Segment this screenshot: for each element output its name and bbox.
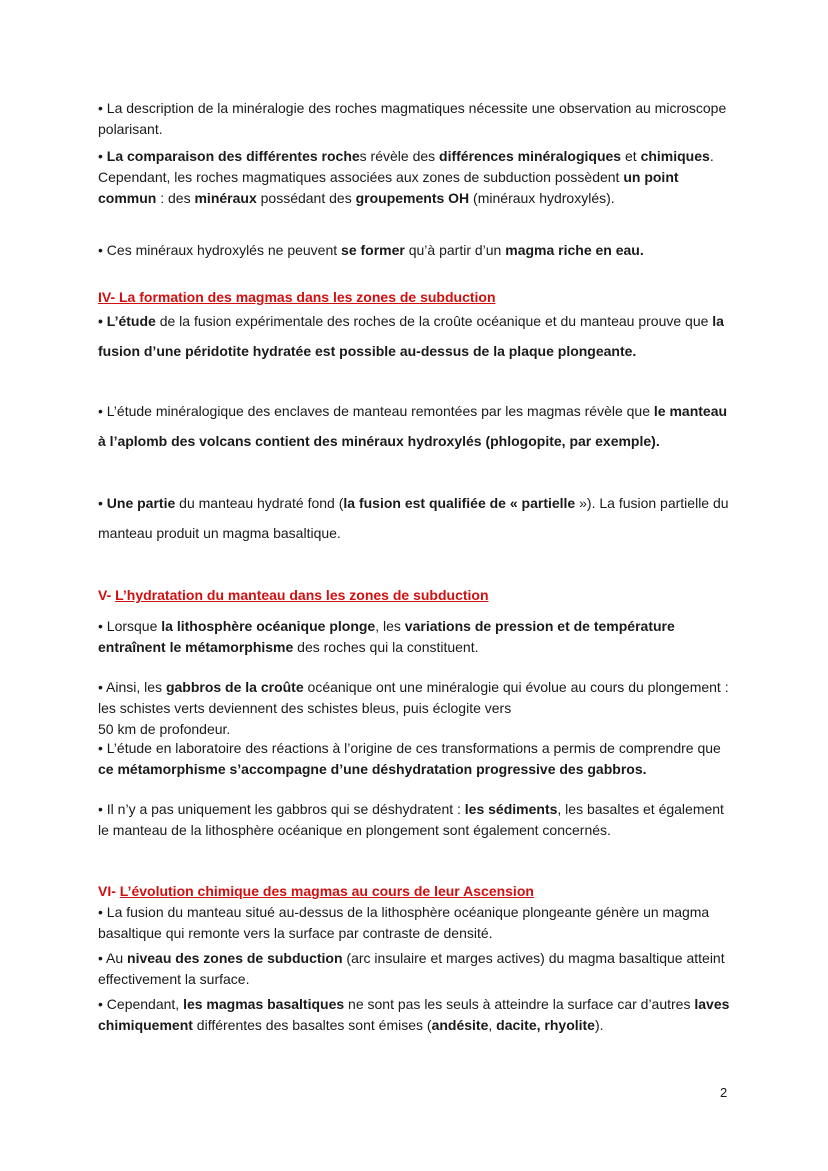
text-run: . Cependant, les roches magmatiques associées aux zones de subduction possèdent	[98, 148, 714, 185]
text-run: 50 km de profondeur.	[98, 721, 231, 737]
text-run: • Ainsi, les	[98, 679, 166, 695]
text-run: ,	[488, 1017, 497, 1033]
bold-text-run: Une partie	[106, 495, 176, 511]
section-v-paragraph-4	[98, 799, 738, 841]
paragraph-text	[98, 738, 738, 780]
text-run: (arc insulaire et marges actives) du magma basaltique atteint effectivement la surface.	[98, 950, 725, 987]
paragraph-text	[98, 396, 738, 456]
section-vi-paragraph-3	[98, 994, 738, 1036]
text-run: ).	[594, 1017, 604, 1033]
paragraph-text	[98, 902, 738, 944]
text-run: possédant des	[256, 190, 356, 206]
bold-text-run: le manteau à l’aplomb des volcans contient des minéraux hydroxylés (phlogopite, par exemple).	[98, 403, 728, 449]
section-number: V-	[98, 587, 116, 603]
text-run: • L’étude en laboratoire des réactions à l’origine de ces transformations a permis de comprendre que	[98, 740, 721, 756]
bold-text-run: les sédiments	[464, 801, 558, 817]
section-v-title	[98, 585, 738, 606]
bold-text-run: gabbros de la croûte	[165, 679, 304, 695]
text-run: • Cependant,	[98, 996, 184, 1012]
text-run: •	[98, 148, 107, 164]
paragraph-text	[98, 306, 738, 366]
text-run: • Au	[98, 950, 128, 966]
text-run: différentes des basaltes sont émises (	[192, 1017, 432, 1033]
section-iv-paragraph-2	[98, 396, 738, 456]
text-run: et	[621, 148, 641, 164]
intro-paragraph-1	[98, 98, 738, 140]
bold-text-run: la lithosphère océanique plonge	[161, 618, 376, 634]
paragraph-text	[98, 616, 738, 658]
paragraph-text	[98, 948, 738, 990]
text-run: , les	[375, 618, 405, 634]
bold-text-run: L’étude	[106, 313, 156, 329]
text-run: des roches qui la constituent.	[293, 639, 479, 655]
text-run: • L’étude minéralogique des enclaves de manteau remontées par les magmas révèle que	[98, 403, 654, 419]
section-iv-paragraph-3	[98, 488, 738, 548]
paragraph-text	[98, 146, 738, 209]
text-run: »). La fusion partielle du manteau produit un magma basaltique.	[98, 495, 729, 541]
paragraph-text	[98, 677, 738, 719]
text-run: qu’à partir d’un	[404, 242, 506, 258]
section-vi-paragraph-2	[98, 948, 738, 990]
text-run: • Il n’y a pas uniquement les gabbros qui se déshydratent :	[98, 801, 465, 817]
section-title-text: L’évolution chimique des magmas au cours de leur Ascension	[119, 883, 534, 899]
text-run: • La description de la minéralogie des roches magmatiques nécessite une observation au microscope polarisant.	[98, 100, 727, 137]
section-title-text: L’hydratation du manteau dans les zones de subduction	[115, 587, 489, 603]
bold-text-run: les magmas basaltiques	[183, 996, 345, 1012]
text-run: de la fusion expérimentale des roches de la croûte océanique et du manteau prouve que	[155, 313, 713, 329]
bold-text-run: un point commun	[98, 169, 679, 206]
page-number: 2	[720, 1085, 728, 1100]
section-vi-title	[98, 881, 738, 902]
bold-text-run: la fusion est qualifiée de « partielle	[343, 495, 576, 511]
paragraph-text	[98, 488, 738, 548]
section-v-paragraph-3	[98, 738, 738, 780]
paragraph-text	[98, 719, 738, 740]
section-iv-paragraph-1	[98, 306, 738, 366]
text-run: , les basaltes et également le manteau de la lithosphère océanique en plongement sont également concernés.	[98, 801, 724, 838]
bold-text-run: ce métamorphisme s’accompagne d’une déshydratation progressive des gabbros.	[98, 761, 647, 777]
section-vi-paragraph-1	[98, 902, 738, 944]
text-run: s révèle des	[359, 148, 440, 164]
text-run: océanique ont une minéralogie qui évolue au cours du plongement : les schistes verts deviennent des schistes bleus, puis éclogite vers	[98, 679, 729, 716]
text-run: • Lorsque	[98, 618, 162, 634]
intro-paragraph-2	[98, 146, 738, 209]
bold-text-run: andésite	[431, 1017, 489, 1033]
bold-text-run: La comparaison des différentes roche	[106, 148, 360, 164]
text-run: • La fusion du manteau situé au-dessus de la lithosphère océanique plongeante génère un magma basaltique qui remonte vers la surface par contraste de densité.	[98, 904, 710, 941]
paragraph-text	[98, 98, 738, 140]
section-v-paragraph-1	[98, 616, 738, 658]
paragraph-text	[98, 799, 738, 841]
paragraph-text	[98, 240, 738, 261]
bold-text-run: minéraux	[194, 190, 257, 206]
bold-text-run: chimiques	[640, 148, 710, 164]
bold-text-run: la fusion d’une péridotite hydratée est possible au-dessus de la plaque plongeante.	[98, 313, 724, 359]
section-v-paragraph-2	[98, 677, 738, 740]
bold-text-run: se former	[341, 242, 405, 258]
bold-text-run: dacite,	[496, 1017, 541, 1033]
text-run: ne sont pas les seuls à atteindre la surface car d’autres	[344, 996, 695, 1012]
text-run: •	[98, 495, 107, 511]
bold-text-run: magma riche en eau.	[505, 242, 644, 258]
section-title-text: IV- La formation des magmas dans les zones de subduction	[98, 289, 496, 305]
paragraph-text	[98, 994, 738, 1036]
text-run: : des	[156, 190, 195, 206]
section-iv-title	[98, 287, 738, 308]
bold-text-run: laves chimiquement	[98, 996, 730, 1033]
section-number: VI-	[98, 883, 120, 899]
bold-text-run: groupements OH	[355, 190, 470, 206]
text-run: (minéraux hydroxylés).	[469, 190, 615, 206]
bold-text-run: •	[98, 313, 107, 329]
intro-paragraph-3	[98, 240, 738, 261]
text-run: du manteau hydraté fond (	[175, 495, 344, 511]
bold-text-run: différences minéralogiques	[439, 148, 622, 164]
text-run: • Ces minéraux hydroxylés ne peuvent	[98, 242, 342, 258]
bold-text-run: variations de pression et de température entraînent le métamorphisme	[98, 618, 675, 655]
bold-text-run: niveau des zones de subduction	[127, 950, 343, 966]
bold-text-run: rhyolite	[544, 1017, 595, 1033]
